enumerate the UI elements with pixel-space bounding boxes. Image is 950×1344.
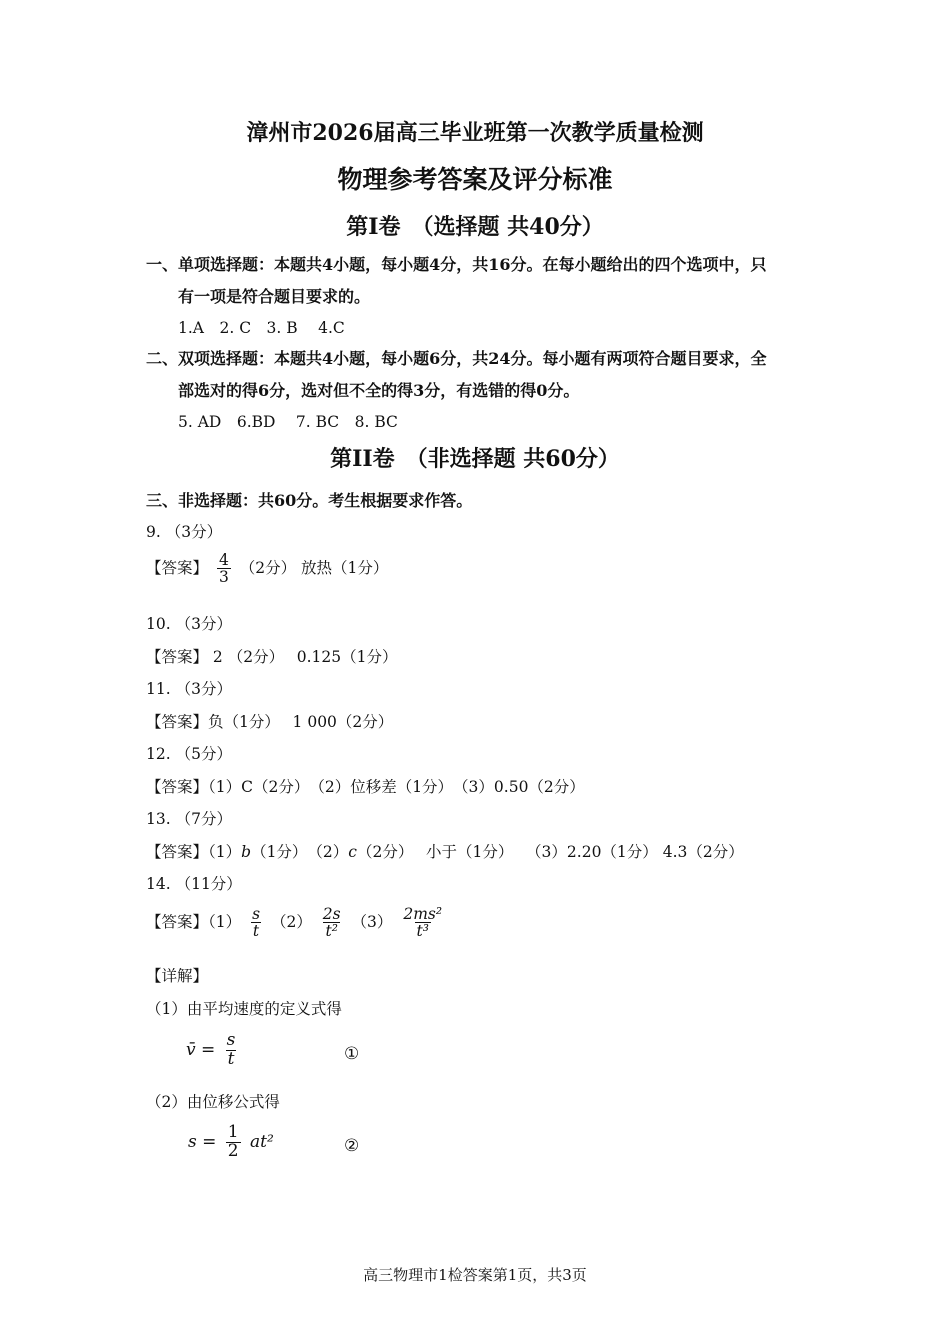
- q13-answer-a: 【答案】（1）: [146, 843, 242, 861]
- q9-frac-num: 4: [218, 551, 229, 569]
- q13-answer-c: （2分） 小于（1分） （3）2.20（1分） 4.3（2分）: [356, 843, 744, 861]
- q14-answer: [146, 906, 448, 940]
- page-footer: 高三物理市1检答案第1页，共3页: [363, 1266, 587, 1284]
- q9-fraction: [217, 552, 231, 586]
- section2-instructions-cont: 部选对的得6分，选对但不全的得3分，有选错的得0分。: [178, 381, 580, 400]
- q9-answer: [146, 552, 388, 586]
- q9-answer-rest: （2分） 放热（1分）: [239, 558, 389, 577]
- q14-fraction-3: [401, 906, 444, 940]
- answer-title: 物理参考答案及评分标准: [337, 165, 613, 194]
- q14-f2-num: 2s: [322, 905, 341, 923]
- q11-label: 11. （3分）: [146, 680, 232, 698]
- q14-label: 14. （11分）: [146, 875, 242, 893]
- q14-step1: （1）由平均速度的定义式得: [146, 1000, 342, 1018]
- q14-part3-label: （3）: [351, 912, 393, 931]
- q10-answer: 【答案】 2 （2分） 0.125（1分）: [146, 648, 398, 666]
- equation-1-marker: ①: [344, 1044, 360, 1064]
- eq1-fraction: [225, 1032, 238, 1069]
- eq1-lhs: v̄ =: [186, 1039, 216, 1060]
- equation-2: [188, 1124, 274, 1161]
- q13-var-c: c: [348, 843, 357, 861]
- q14-f3-den: t³: [416, 922, 429, 941]
- equation-1: [186, 1032, 241, 1069]
- eq1-den: t: [227, 1048, 235, 1069]
- eq2-rhs: at²: [250, 1131, 274, 1152]
- q9-answer-prefix: 【答案】: [146, 558, 209, 577]
- q12-answer: 【答案】（1）C（2分） （2）位移差（1分） （3）0.50（2分）: [146, 778, 585, 796]
- section2-instructions: 二、双项选择题：本题共4小题，每小题6分，共24分。每小题有两项符合题目要求，全: [146, 349, 767, 368]
- section2-answers: 5. AD 6.BD 7. BC 8. BC: [178, 413, 398, 431]
- q14-detail-label: 【详解】: [146, 967, 209, 985]
- q11-answer: 【答案】负（1分） 1 000（2分）: [146, 713, 394, 731]
- part2-heading: 第II卷 （非选择题 共60分）: [330, 446, 620, 472]
- q13-label: 13. （7分）: [146, 810, 232, 828]
- section3-instructions: 三、非选择题：共60分。考生根据要求作答。: [146, 491, 473, 510]
- q14-fraction-1: [250, 906, 262, 940]
- q14-fraction-2: [321, 906, 343, 940]
- q9-frac-den: 3: [218, 568, 229, 587]
- q14-f1-num: s: [252, 905, 261, 923]
- section1-instructions: 一、单项选择题：本题共4小题，每小题4分，共16分。在每小题给出的四个选项中，只: [146, 255, 767, 274]
- q12-label: 12. （5分）: [146, 745, 232, 763]
- section1-instructions-cont: 有一项是符合题目要求的。: [178, 287, 371, 306]
- q14-part2-label: （2）: [270, 912, 312, 931]
- q9-label: 9. （3分）: [146, 523, 223, 541]
- eq1-num: s: [226, 1030, 236, 1050]
- q14-f3-num: 2ms²: [403, 905, 443, 923]
- eq2-fraction: [226, 1124, 241, 1161]
- eq2-num: 1: [227, 1122, 239, 1142]
- q10-label: 10. （3分）: [146, 615, 232, 633]
- exam-title: 漳州市2026届高三毕业班第一次教学质量检测: [246, 120, 704, 146]
- q14-step2: （2）由位移公式得: [146, 1093, 280, 1111]
- q14-answer-prefix: 【答案】（1）: [146, 912, 242, 931]
- eq2-den: 2: [227, 1140, 239, 1161]
- eq2-lhs: s =: [188, 1131, 217, 1152]
- q14-f1-den: t: [252, 922, 260, 941]
- q13-answer: [146, 840, 744, 862]
- q13-answer-b: （1分） （2）: [251, 843, 349, 861]
- equation-2-marker: ②: [344, 1136, 360, 1156]
- q14-f2-den: t²: [325, 922, 338, 941]
- q13-var-b: b: [241, 843, 252, 861]
- part1-heading: 第I卷 （选择题 共40分）: [346, 214, 604, 240]
- section1-answers: 1.A 2. C 3. B 4.C: [178, 319, 345, 337]
